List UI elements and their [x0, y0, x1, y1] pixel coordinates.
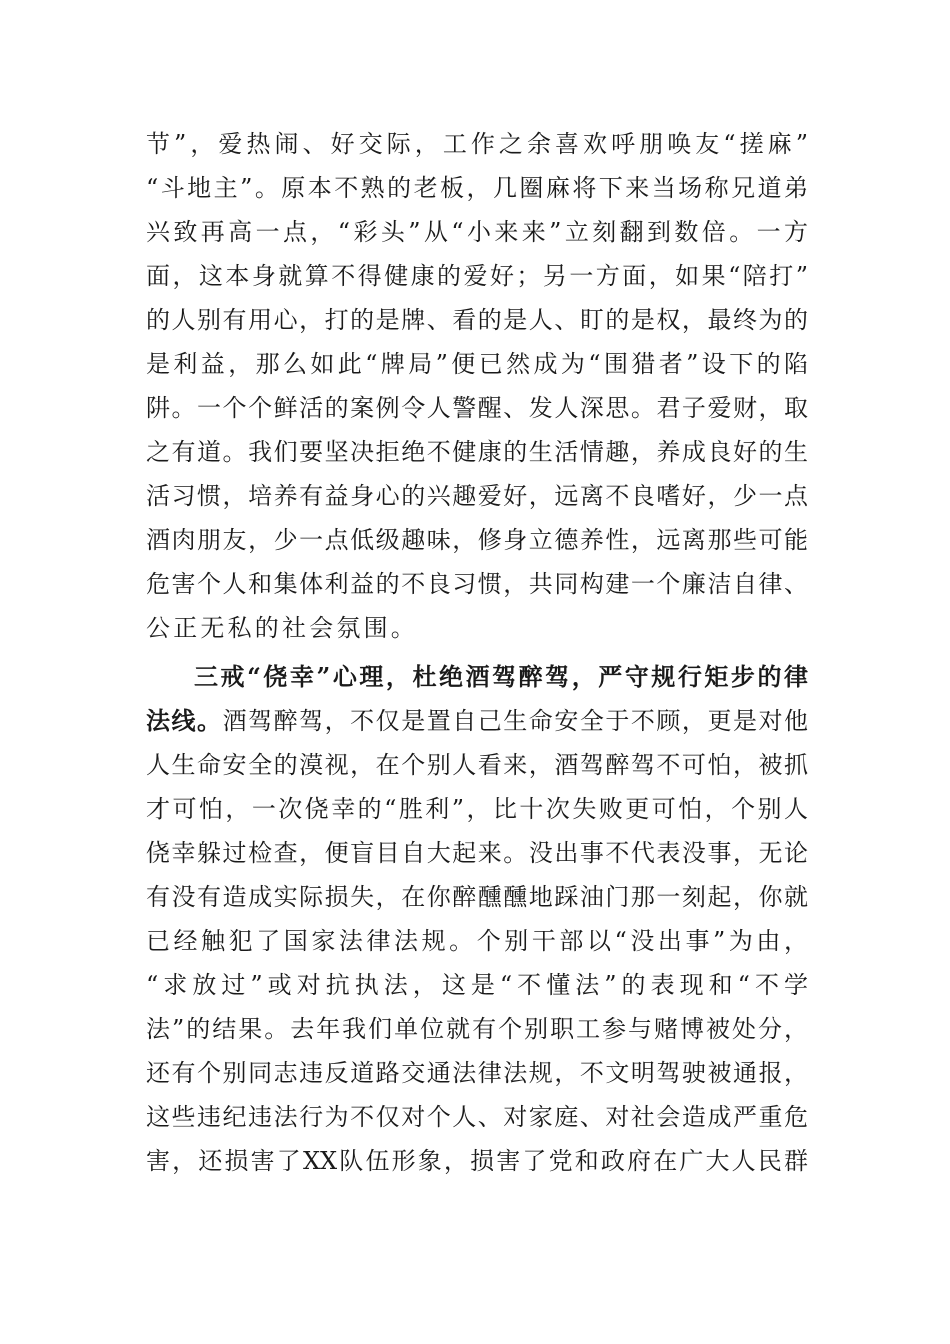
- text-line: 阱。一个个鲜活的案例令人警醒、发人深思。君子爱财，取: [146, 394, 808, 422]
- section-heading-end: 法线。: [146, 706, 223, 735]
- section-heading: 三戒“侥幸”心理，杜绝酒驾醉驾，严守规行矩步的律: [194, 662, 808, 691]
- text-line: 已经触犯了国家法律法规。个别干部以“没出事”为由，: [146, 927, 808, 955]
- text-line: 法”的结果。去年我们单位就有个别职工参与赌博被处分，: [146, 1015, 808, 1043]
- text-line: 活习惯，培养有益身心的兴趣爱好，远离不良嗜好，少一点: [146, 482, 808, 510]
- text-line: “斗地主”。原本不熟的老板，几圈麻将下来当场称兄道弟: [146, 174, 808, 202]
- text-line: 危害个人和集体利益的不良习惯，共同构建一个廉洁自律、: [146, 570, 808, 598]
- text-line: 才可怕，一次侥幸的“胜利”，比十次失败更可怕，个别人: [146, 795, 808, 823]
- text-line: 面，这本身就算不得健康的爱好；另一方面，如果“陪打”: [146, 262, 808, 290]
- text-line: 人生命安全的漠视，在个别人看来，酒驾醉驾不可怕，被抓: [146, 751, 808, 779]
- text-line: 这些违纪违法行为不仅对个人、对家庭、对社会造成严重危: [146, 1103, 808, 1131]
- text-line: 害，还损害了XX队伍形象，损害了党和政府在广大人民群: [146, 1147, 808, 1175]
- text-line: 的人别有用心，打的是牌、看的是人、盯的是权，最终为的: [146, 306, 808, 334]
- text-line: [146, 699, 808, 743]
- text-line: 兴致再高一点，“彩头”从“小来来”立刻翻到数倍。一方: [146, 218, 808, 246]
- text-line: 之有道。我们要坚决拒绝不健康的生活情趣，养成良好的生: [146, 438, 808, 466]
- text-line: 有没有造成实际损失，在你醉醺醺地踩油门那一刻起，你就: [146, 883, 808, 911]
- text-line: 公正无私的社会氛围。: [146, 614, 418, 642]
- text-line: 节”，爱热闹、好交际，工作之余喜欢呼朋唤友“搓麻”: [146, 130, 808, 158]
- text-line: 酒肉朋友，少一点低级趣味，修身立德养性，远离那些可能: [146, 526, 808, 554]
- text-line: 是利益，那么如此“牌局”便已然成为“围猎者”设下的陷: [146, 350, 808, 378]
- text-segment: 酒驾醉驾，不仅是置自己生命安全于不顾，更是对他: [222, 707, 809, 735]
- text-line: “求放过”或对抗执法，这是“不懂法”的表现和“不学: [146, 971, 808, 999]
- text-line: 侥幸躲过检查，便盲目自大起来。没出事不代表没事，无论: [146, 839, 808, 867]
- text-line: 还有个别同志违反道路交通法律法规，不文明驾驶被通报，: [146, 1059, 808, 1087]
